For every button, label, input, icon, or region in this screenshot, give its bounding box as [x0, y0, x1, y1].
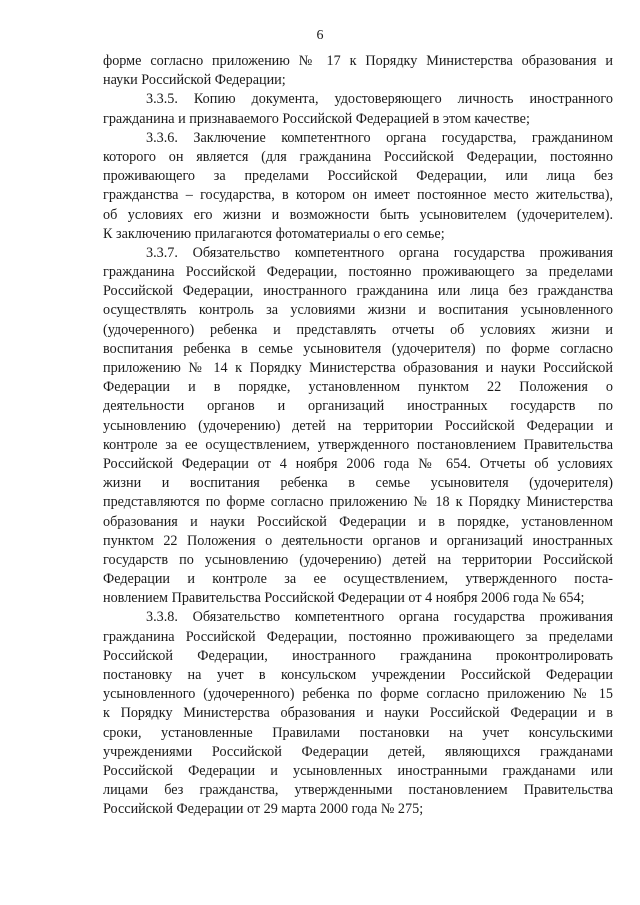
paragraph [103, 52, 613, 90]
text-line: гражданина Российской Федерации, постоянно проживающего за пределами [103, 264, 613, 281]
text-line: гражданина Российской Федерации, постоянно проживающего за пределами [103, 628, 613, 645]
text-line: представляются по форме согласно приложению № 18 к Порядку Министерства [103, 494, 613, 511]
text-line: Российской Федерации от 4 ноября 2006 года № 654. Отчеты об условиях [103, 455, 613, 472]
text-line: деятельности органов и организаций иностранных государств по [103, 398, 613, 415]
text-line: гражданина и признаваемого Российской Федерацией в этом качестве; [103, 110, 530, 127]
text-line: государств по усыновлению (удочерению) детей на территории Российской [103, 551, 613, 568]
text-line: 3.3.6. Заключение компетентного органа государства, гражданином [146, 129, 613, 146]
text-line: осуществлять контроль за условиями жизни и воспитания усыновленного [103, 302, 613, 319]
text-line: постановку на учет в консульском учреждении Российской Федерации [103, 667, 613, 683]
text-line: жизни и воспитания ребенка в семье усыновителя (удочерителя) [103, 475, 613, 492]
paragraph [103, 244, 613, 609]
text-line: воспитания ребенка в семье усыновителя (удочерителя) по форме согласно [103, 340, 613, 357]
text-line: лицами без гражданства, утвержденными постановлением Правительства [103, 782, 613, 799]
text-line: к Порядку Министерства образования и науки Российской Федерации и в [103, 705, 613, 722]
text-line: новлением Правительства Российской Федерации от 4 ноября 2006 года № 654; [103, 590, 585, 607]
text-line: усыновлению (удочерению) детей на территории Российской Федерации и [103, 417, 613, 434]
text-line: которого он является (для гражданина Российской Федерации, постоянно [103, 148, 613, 165]
text-line: проживающего за пределами Российской Федерации, или лица без [103, 168, 613, 185]
paragraph [103, 608, 613, 819]
text-line: Российской Федерации, иностранного гражданина или лица без гражданства [103, 283, 613, 300]
paragraph [103, 129, 613, 244]
text-line: пунктом 22 Положения о деятельности органов и организаций иностранных [103, 532, 613, 549]
text-line: 3.3.5. Копию документа, удостоверяющего личность иностранного [146, 91, 613, 108]
text-line: 3.3.8. Обязательство компетентного органа государства проживания [146, 609, 613, 626]
text-line: образования и науки Российской Федерации и в порядке, установленном [103, 513, 613, 530]
text-line: Российской Федерации от 29 марта 2000 года № 275; [103, 801, 424, 818]
text-line: учреждениями Российской Федерации детей, являющихся гражданами [103, 743, 613, 760]
text-line: сроки, установленные Правилами постановки на учет консульскими [103, 724, 613, 741]
text-line: контроле за ее осуществлением, утвержденного постановлением Правительства [103, 436, 613, 453]
document-body [103, 52, 613, 820]
text-line: Федерации и контроле за ее осуществлением, утвержденного поста- [103, 571, 613, 588]
text-line: форме согласно приложению № 17 к Порядку Министерства образования и [103, 53, 613, 69]
text-line: науки Российской Федерации; [103, 72, 286, 89]
paragraph [103, 90, 613, 128]
text-line: Российской Федерации и усыновленных иностранными гражданами или [103, 762, 613, 779]
text-line: Федерации и в порядке, установленном пунктом 22 Положения о [103, 379, 613, 396]
text-line: об условиях его жизни и возможности быть усыновителем (удочерителем). [103, 206, 613, 223]
text-line: приложению № 14 к Порядку Министерства образования и науки Российской [103, 360, 613, 376]
text-line: Российской Федерации, иностранного гражданина проконтролировать [103, 647, 613, 664]
text-line: усыновленного (удочеренного) ребенка по форме согласно приложению № 15 [103, 686, 613, 703]
page-number: 6 [316, 28, 324, 43]
text-line: (удочеренного) ребенка и представлять отчеты об условиях жизни и [103, 321, 613, 338]
text-line: 3.3.7. Обязательство компетентного органа государства проживания [146, 244, 613, 261]
text-line: К заключению прилагаются фотоматериалы о его семье; [103, 225, 445, 242]
text-line: гражданства – государства, в котором он имеет постоянное место жительства), [103, 187, 613, 204]
